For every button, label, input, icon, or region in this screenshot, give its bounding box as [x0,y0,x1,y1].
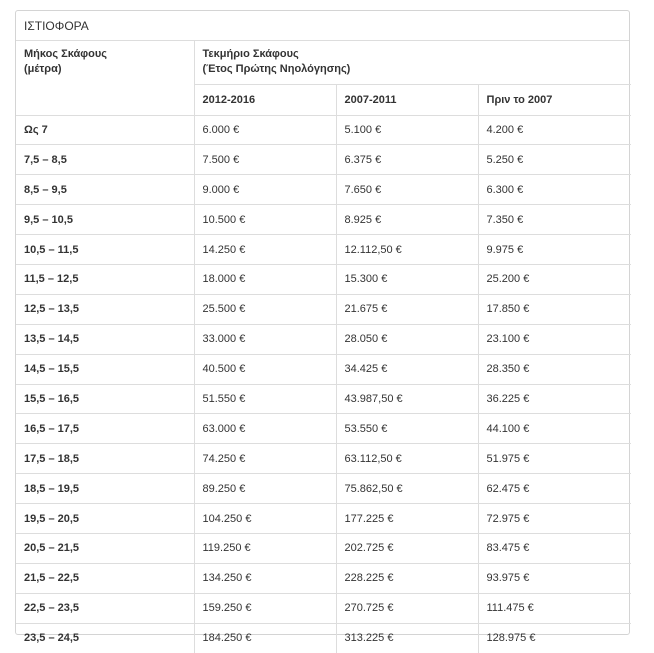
row-length: 13,5 – 14,5 [16,324,194,354]
row-value-1: 104.250 € [194,504,336,534]
row-value-2: 34.425 € [336,354,478,384]
table-row [16,563,631,593]
row-length: 12,5 – 13,5 [16,294,194,324]
row-value-1: 40.500 € [194,354,336,384]
row-value-1: 10.500 € [194,205,336,235]
row-value-2: 28.050 € [336,324,478,354]
table-row [16,235,631,265]
row-length: 10,5 – 11,5 [16,235,194,265]
row-value-3: 128.975 € [478,623,631,652]
row-value-3: 28.350 € [478,354,631,384]
row-length: 23,5 – 24,5 [16,623,194,652]
header-period-3: Πριν το 2007 [478,84,631,115]
row-value-2: 7.650 € [336,175,478,205]
row-value-3: 23.100 € [478,324,631,354]
header-tekmirio-line1: Τεκμήριο Σκάφους [202,48,299,60]
row-value-1: 89.250 € [194,474,336,504]
row-value-1: 6.000 € [194,115,336,145]
header-row-main [16,41,631,84]
row-value-1: 184.250 € [194,623,336,652]
table-row [16,175,631,205]
row-value-3: 111.475 € [478,593,631,623]
row-value-3: 36.225 € [478,384,631,414]
row-value-2: 177.225 € [336,504,478,534]
row-value-2: 21.675 € [336,294,478,324]
row-value-1: 7.500 € [194,145,336,175]
row-value-3: 6.300 € [478,175,631,205]
row-value-3: 25.200 € [478,264,631,294]
table-row [16,294,631,324]
row-value-2: 202.725 € [336,533,478,563]
row-value-3: 4.200 € [478,115,631,145]
table-row [16,623,631,652]
row-length: 7,5 – 8,5 [16,145,194,175]
table-row [16,593,631,623]
header-length-line2: (μέτρα) [24,63,62,75]
row-length: 8,5 – 9,5 [16,175,194,205]
row-value-3: 17.850 € [478,294,631,324]
table-row [16,504,631,534]
row-length: 22,5 – 23,5 [16,593,194,623]
row-value-1: 134.250 € [194,563,336,593]
row-value-1: 25.500 € [194,294,336,324]
row-value-3: 44.100 € [478,414,631,444]
row-length: 14,5 – 15,5 [16,354,194,384]
row-value-2: 15.300 € [336,264,478,294]
row-length: 18,5 – 19,5 [16,474,194,504]
row-length: 19,5 – 20,5 [16,504,194,534]
row-value-2: 12.112,50 € [336,235,478,265]
row-value-2: 53.550 € [336,414,478,444]
row-value-3: 51.975 € [478,444,631,474]
row-value-1: 63.000 € [194,414,336,444]
row-value-3: 7.350 € [478,205,631,235]
row-value-1: 119.250 € [194,533,336,563]
row-value-2: 6.375 € [336,145,478,175]
header-length-line1: Μήκος Σκάφους [24,48,107,60]
row-value-1: 14.250 € [194,235,336,265]
row-value-1: 18.000 € [194,264,336,294]
row-value-2: 75.862,50 € [336,474,478,504]
row-length: 16,5 – 17,5 [16,414,194,444]
header-period-2: 2007-2011 [336,84,478,115]
row-value-3: 62.475 € [478,474,631,504]
row-value-1: 9.000 € [194,175,336,205]
row-value-3: 93.975 € [478,563,631,593]
sailboats-table-panel [15,10,630,645]
row-value-1: 74.250 € [194,444,336,474]
row-length: 17,5 – 18,5 [16,444,194,474]
row-value-2: 8.925 € [336,205,478,235]
row-value-3: 72.975 € [478,504,631,534]
row-value-2: 313.225 € [336,623,478,652]
row-value-2: 5.100 € [336,115,478,145]
table-row [16,205,631,235]
panel-title: ΙΣΤΙΟΦΟΡΑ [16,11,629,41]
table-row [16,324,631,354]
row-length: 21,5 – 22,5 [16,563,194,593]
table-row [16,354,631,384]
row-value-1: 33.000 € [194,324,336,354]
row-length: 11,5 – 12,5 [16,264,194,294]
header-length [16,41,194,115]
table-row [16,474,631,504]
table-row [16,145,631,175]
row-value-2: 43.987,50 € [336,384,478,414]
row-length: Ως 7 [16,115,194,145]
table-row [16,533,631,563]
tekmirio-table [16,41,631,653]
table-row [16,264,631,294]
row-value-1: 159.250 € [194,593,336,623]
header-period-1: 2012-2016 [194,84,336,115]
table-row [16,414,631,444]
row-value-3: 9.975 € [478,235,631,265]
table-row [16,384,631,414]
row-value-2: 63.112,50 € [336,444,478,474]
row-length: 20,5 – 21,5 [16,533,194,563]
header-tekmirio-line2: (Έτος Πρώτης Νηολόγησης) [202,63,351,75]
header-tekmirio [194,41,631,84]
row-value-2: 270.725 € [336,593,478,623]
table-body [16,115,631,653]
row-value-2: 228.225 € [336,563,478,593]
row-length: 9,5 – 10,5 [16,205,194,235]
row-value-3: 5.250 € [478,145,631,175]
table-row [16,115,631,145]
row-length: 15,5 – 16,5 [16,384,194,414]
row-value-3: 83.475 € [478,533,631,563]
row-value-1: 51.550 € [194,384,336,414]
table-row [16,444,631,474]
